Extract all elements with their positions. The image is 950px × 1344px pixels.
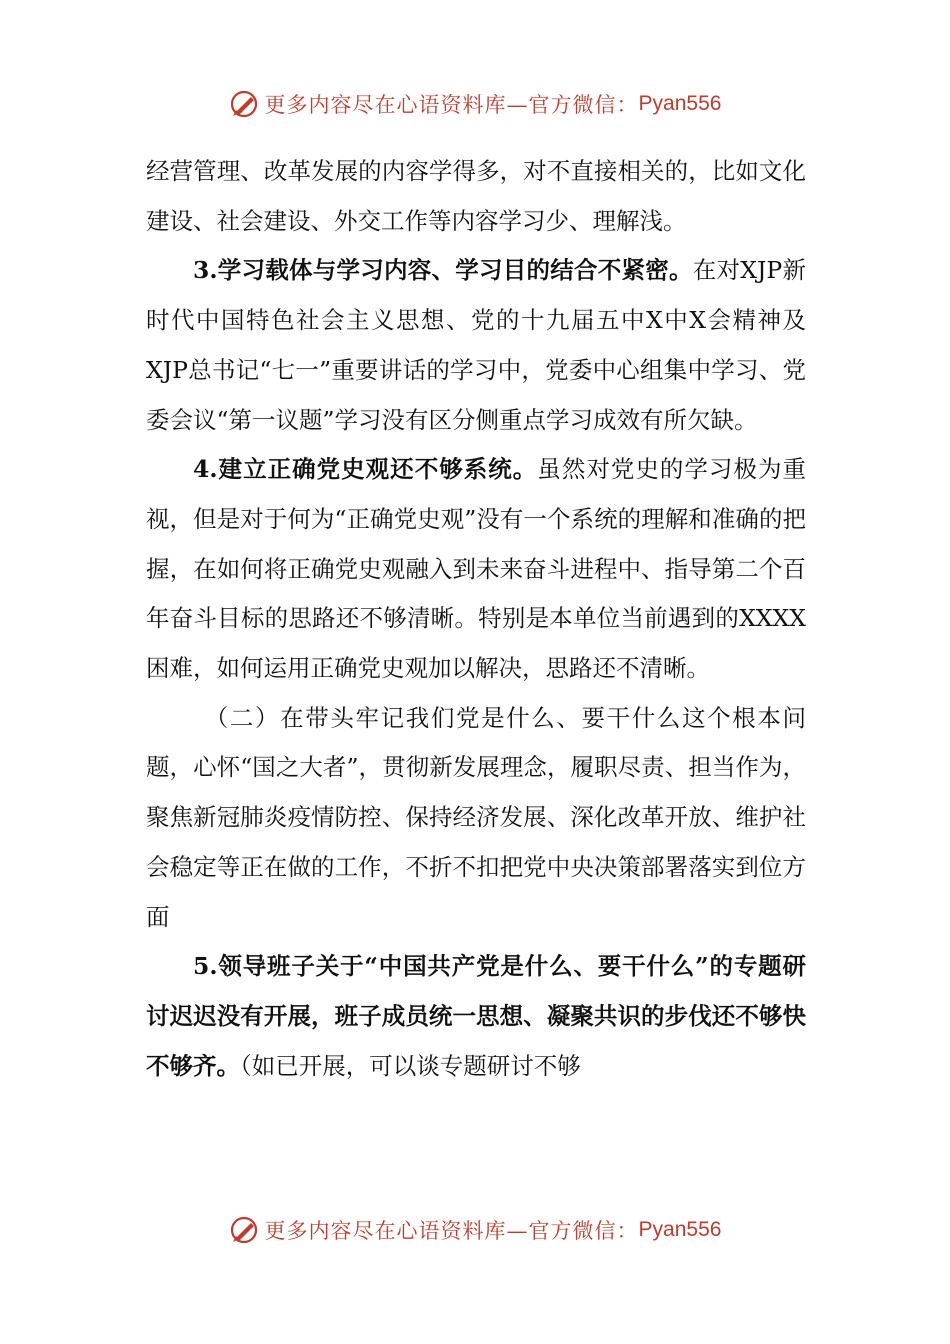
paragraph-4-text: （二）在带头牢记我们党是什么、要干什么这个根本问题，心怀“国之大者”，贯彻新发展理念，履职尽责、担当作为，聚焦新冠肺炎疫情防控、保持经济发展、深化改革开放、维护社会稳定等正在做的工作，不折不扣把党中央决策部署落实到位方面 — [146, 703, 806, 931]
watermark-text: 更多内容尽在心语资料库—官方微信： — [264, 93, 639, 117]
watermark-handle: Pyan556 — [638, 1218, 722, 1241]
paragraph-4 — [146, 694, 806, 943]
watermark-text: 更多内容尽在心语资料库—官方微信： — [264, 1219, 639, 1243]
watermark-banner-bottom — [0, 1208, 950, 1252]
pen-logo-icon — [229, 89, 259, 119]
paragraph-2-heading: 3.学习载体与学习内容、学习目的结合不紧密。 — [193, 256, 693, 285]
document-body — [146, 147, 806, 1091]
paragraph-3-heading: 4.建立正确党史观还不够系统。 — [193, 455, 538, 484]
paragraph-3-text: 虽然对党史的学习极为重视，但是对于何为“正确党史观”没有一个系统的理解和准确的把握，在如何将正确党史观融入到未来奋斗进程中、指导第二个百年奋斗目标的思路还不够清晰。特别是本单位当前遇到的XXXX困难，如何运用正确党史观加以解决，思路还不清晰。 — [146, 455, 806, 683]
paragraph-2-text: 在对XJP新时代中国特色社会主义思想、党的十九届五中X中X会精神及XJP总书记“七一”重要讲话的学习中，党委中心组集中学习、党委会议“第一议题”学习没有区分侧重点学习成效有所欠缺。 — [146, 256, 806, 434]
paragraph-5-text: （如已开展，可以谈专题研讨不够 — [240, 1051, 581, 1080]
paragraph-3 — [146, 445, 806, 694]
paragraph-5 — [146, 942, 806, 1091]
paragraph-1 — [146, 147, 806, 246]
paragraph-1-text: 经营管理、改革发展的内容学得多，对不直接相关的，比如文化建设、社会建设、外交工作等内容学习少、理解浅。 — [146, 157, 806, 235]
watermark-banner-top — [0, 82, 950, 126]
paragraph-5-heading: 5.领导班子关于“中国共产党是什么、要干什么”的专题研讨迟迟没有开展，班子成员统一思想、凝聚共识的步伐还不够快不够齐。 — [146, 952, 806, 1080]
paragraph-2 — [146, 246, 806, 445]
pen-logo-icon — [229, 1215, 259, 1245]
watermark-handle: Pyan556 — [638, 92, 722, 115]
